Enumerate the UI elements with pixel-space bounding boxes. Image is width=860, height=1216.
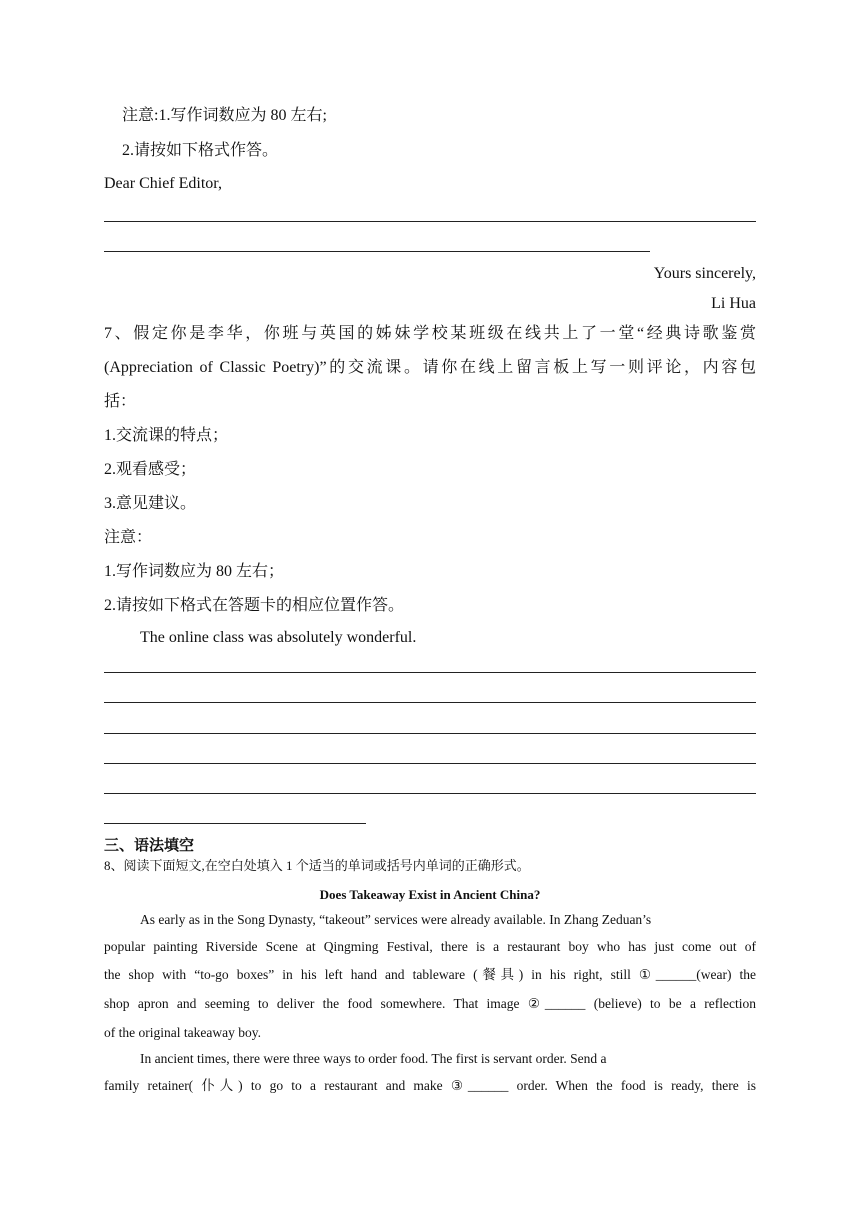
salutation: Dear Chief Editor,	[104, 175, 222, 192]
q7-point-2: 2.观看感受；	[104, 461, 197, 478]
answer-line	[104, 221, 756, 222]
passage-line: In ancient times, there were three ways to order food. The first is servant order. Send a	[140, 1051, 607, 1066]
document-page	[104, 0, 756, 1216]
answer-line	[104, 251, 650, 252]
passage-title: Does Takeaway Exist in Ancient China?	[319, 887, 541, 902]
note-line-1: 注意:1.写作词数应为 80 左右;	[122, 107, 327, 124]
signature: Li Hua	[711, 295, 756, 312]
q7-prompt-line-2: (Appreciation of Classic Poetry)”的交流课。请你在线上留言板上写一则评论，内容包	[104, 359, 756, 376]
passage-line: family retainer( 仆人) to go to a restaurant and make ③______ order. When the food is ready, there is	[104, 1078, 756, 1093]
answer-line	[104, 793, 756, 794]
passage-line: the shop with “to-go boxes” in his left hand and tableware (餐具) in his right, still ①______(wear) the	[104, 967, 756, 982]
answer-line	[104, 823, 366, 824]
q7-note-label: 注意：	[104, 529, 153, 546]
passage-line: shop apron and seeming to deliver the food somewhere. That image ②______ (believe) to be a reflection	[104, 996, 756, 1011]
passage-line: As early as in the Song Dynasty, “takeout” services were already available. In Zhang Zeduan’s	[140, 912, 652, 927]
closing: Yours sincerely,	[653, 265, 756, 282]
answer-line	[104, 702, 756, 703]
passage-line: of the original takeaway boy.	[104, 1025, 261, 1040]
q7-prompt-line-1: 7、假定你是李华，你班与英国的姊妹学校某班级在线共上了一堂“经典诗歌鉴赏	[104, 325, 756, 342]
section-title: 三、语法填空	[104, 836, 195, 854]
passage-line: popular painting Riverside Scene at Qingming Festival, there is a restaurant boy who has just come out of	[104, 939, 756, 954]
q7-point-3: 3.意见建议。	[104, 495, 197, 512]
note-line-2: 2.请按如下格式作答。	[122, 142, 279, 159]
q7-prompt-line-3: 括：	[104, 393, 137, 410]
q7-note-2: 2.请按如下格式在答题卡的相应位置作答。	[104, 597, 405, 614]
answer-line	[104, 672, 756, 673]
q7-point-1: 1.交流课的特点；	[104, 427, 229, 444]
q7-note-1: 1.写作词数应为 80 左右；	[104, 563, 285, 580]
answer-line	[104, 763, 756, 764]
q7-opening-sentence: The online class was absolutely wonderful.	[140, 629, 417, 646]
answer-line	[104, 733, 756, 734]
q8-instruction: 8、阅读下面短文,在空白处填入 1 个适当的单词或括号内单词的正确形式。	[104, 858, 530, 873]
